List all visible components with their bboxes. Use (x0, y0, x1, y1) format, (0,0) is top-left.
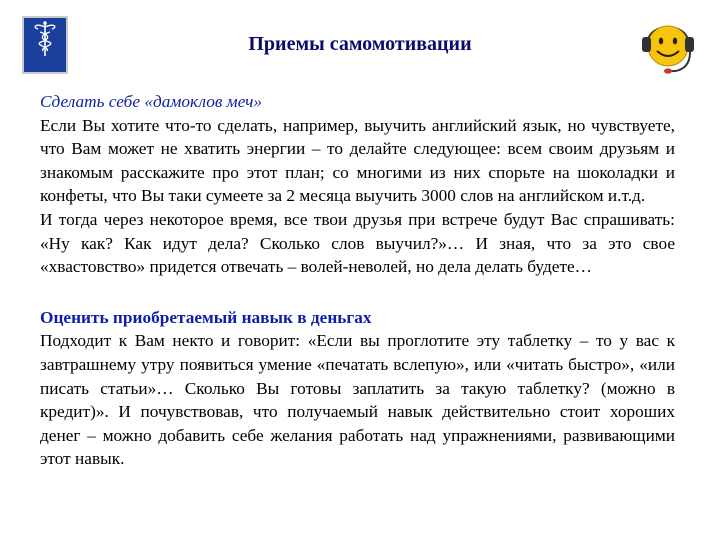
caduceus-logo-icon (22, 16, 68, 74)
paragraph: Если Вы хотите что-то сделать, например, выучить английский язык, но чувствуете, что Вам может не хватить энергии – то делайте следующее: всем своим друзьям и знакомым расскажите про этот план; со многими из них спорьте на шоколадки и конфеты, что Вы таки сумеете за 2 месяца выучить 3000 слов на английском и.т.д. (40, 115, 675, 206)
section-heading: Оценить приобретаемый навык в деньгах (40, 307, 372, 327)
paragraph: Подходит к Вам некто и говорит: «Если вы проглотите эту таблетку – то у вас к завтрашнему утру появиться умение «печатать вслепую», или «читать быстро», «или писать статьи»… Сколько Вы готовы заплатить за такую таблетку? (можно в кредит)». И почувствовав, что получаемый навык действительно стоит хороших денег – можно добавить себе желания работать над упражнениями, развивающими этот навык. (40, 331, 675, 469)
section-heading: Сделать себе «дамоклов меч» (40, 92, 263, 111)
article-body (40, 90, 675, 471)
page-title: Приемы самомотивации (248, 33, 472, 55)
smiley-headset-icon (630, 12, 706, 78)
paragraph: И тогда через некоторое время, все твои друзья при встрече будут Вас спрашивать: «Ну как? Как идут дела? Сколько слов выучил?»… И зная, что за это свое «хвастовство» придется отвечать – волей-неволей, но дела делать будете… (40, 209, 675, 277)
